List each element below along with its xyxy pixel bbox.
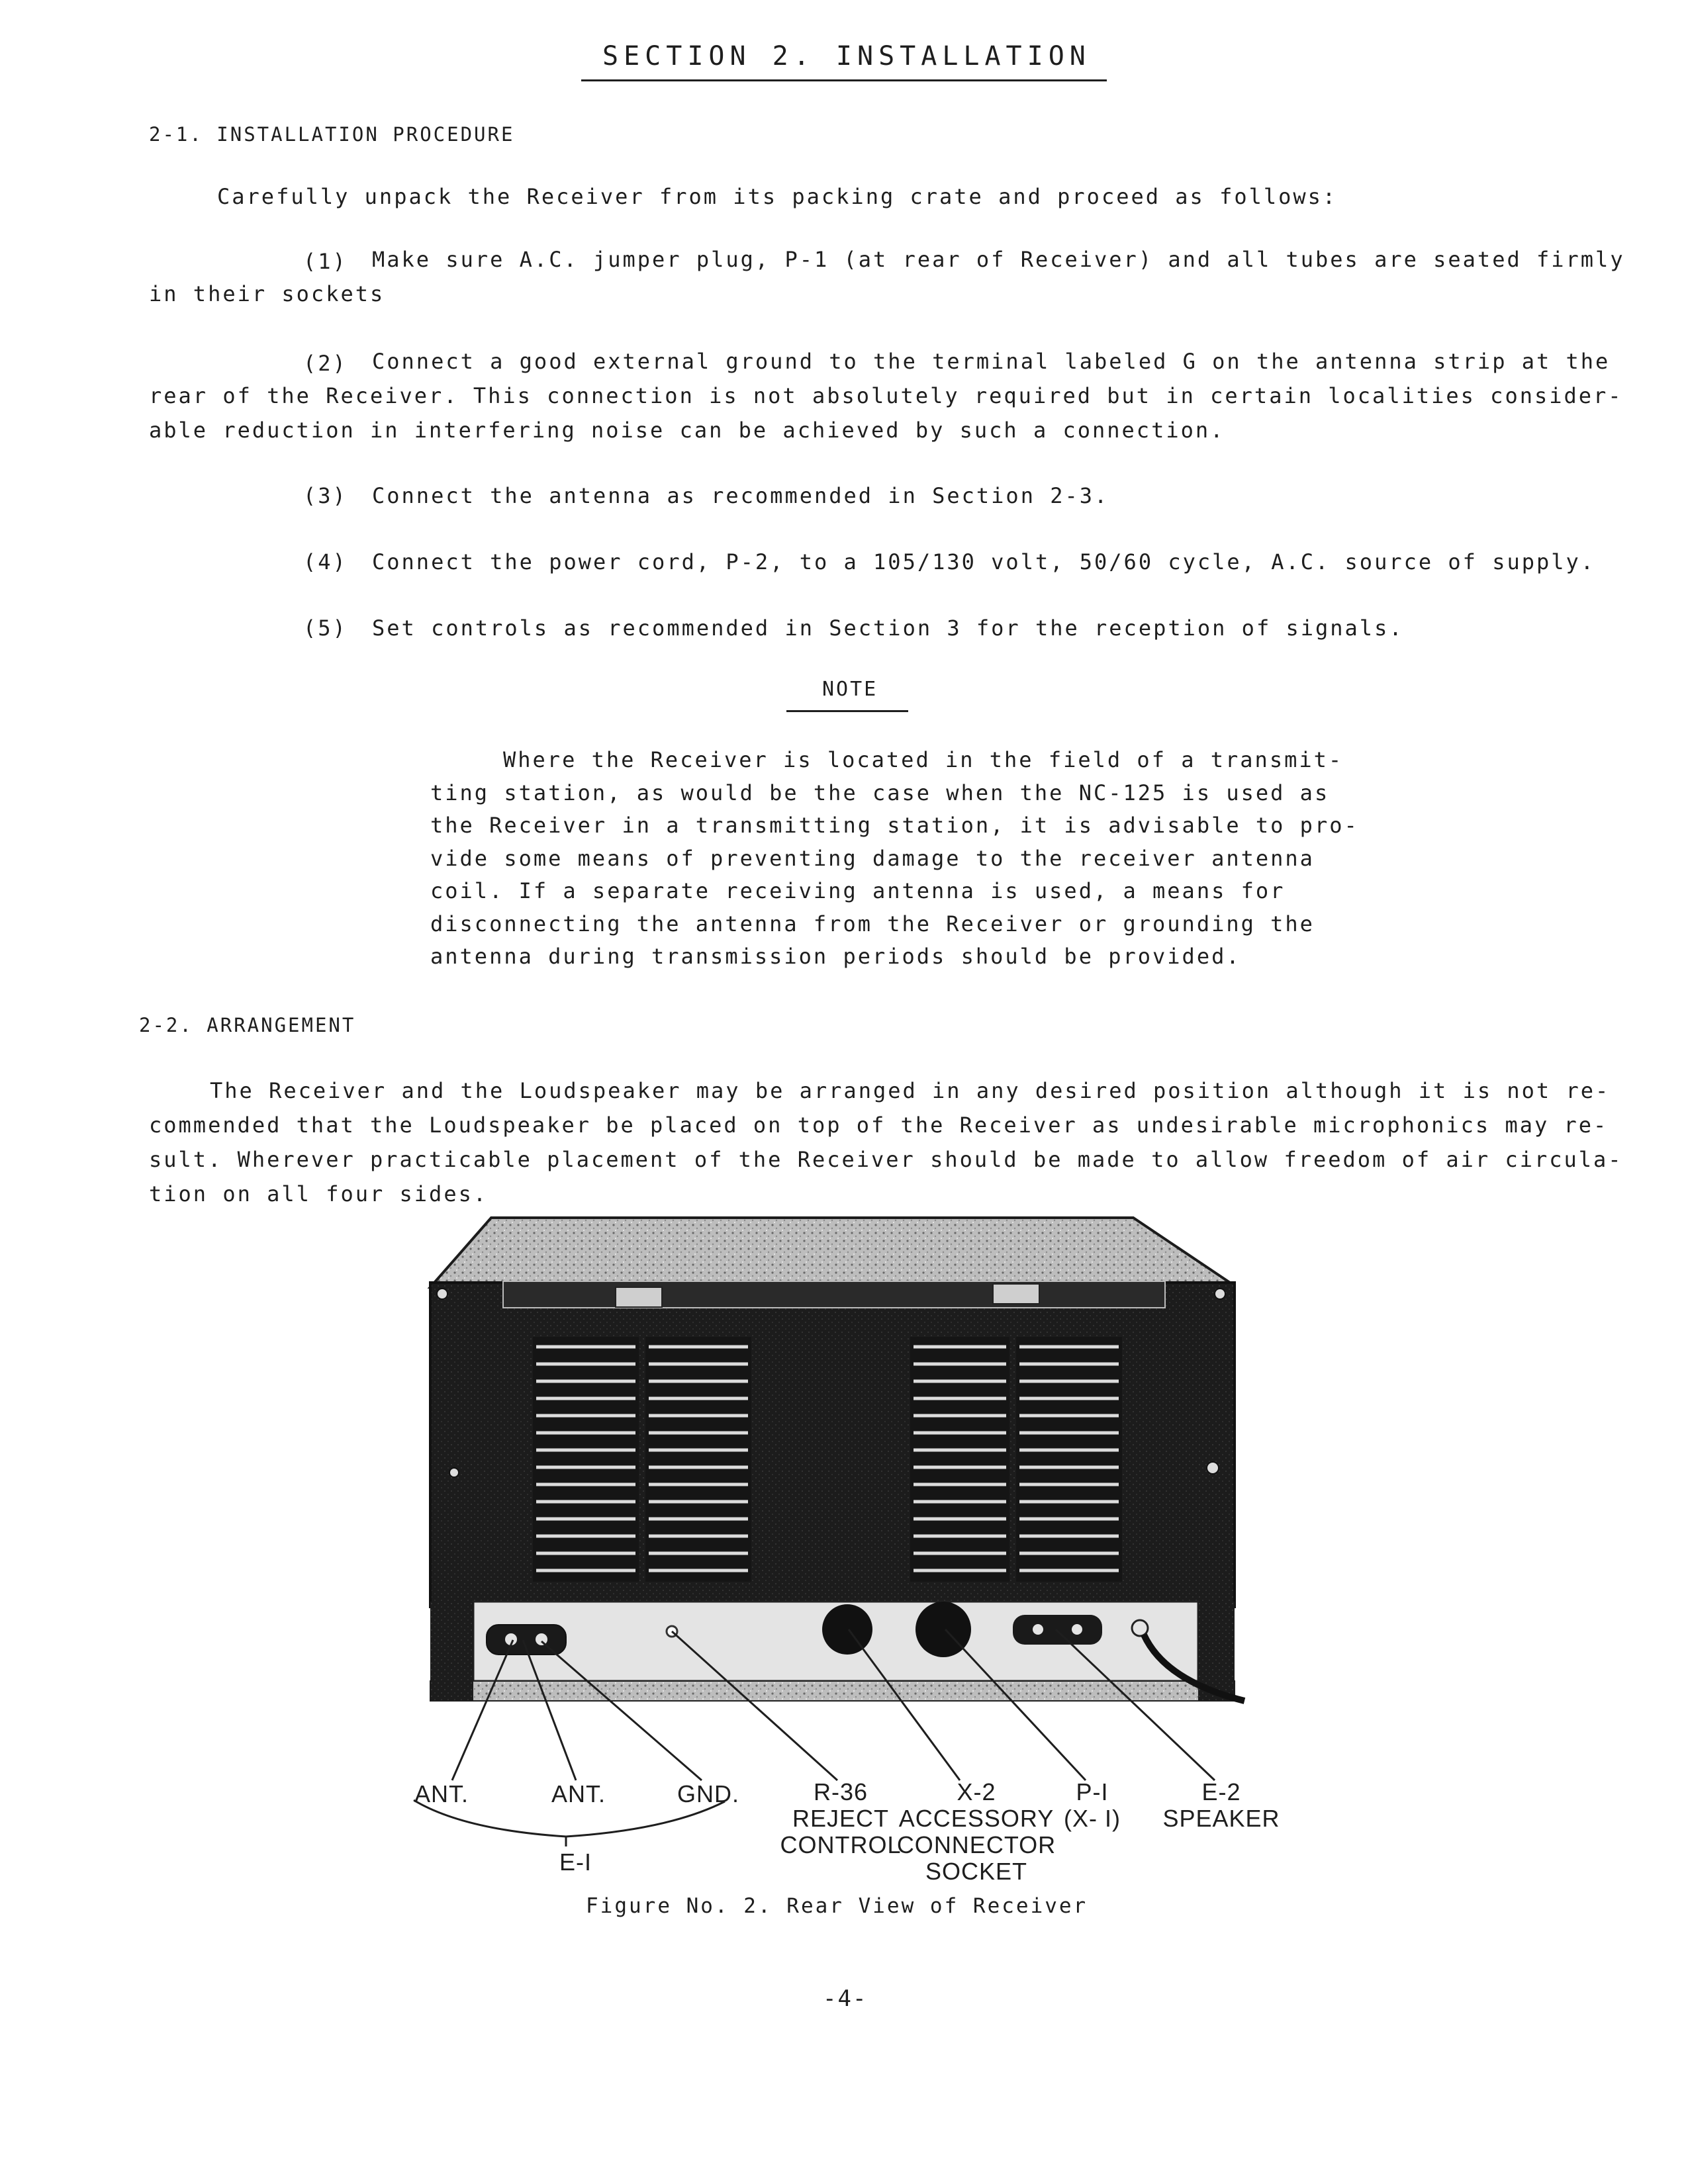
label-e2 <box>1155 1779 1288 1832</box>
label-x2-line: ACCESSORY <box>898 1805 1055 1832</box>
label-e2-line: SPEAKER <box>1162 1805 1280 1832</box>
label-r36-line: CONTROL <box>780 1831 902 1858</box>
figure-caption: Figure No. 2. Rear View of Receiver <box>586 1894 1088 1918</box>
page-number: -4- <box>823 1985 868 2012</box>
terminal <box>1033 1624 1043 1635</box>
step-5-number: (5) <box>303 615 348 641</box>
arrangement-line: tion on all four sides. <box>149 1181 489 1206</box>
step-1-line: Make sure A.C. jumper plug, P-1 (at rear of Receiver) and all tubes are seated firmly <box>372 247 1625 272</box>
label-p1-line: P-I <box>1076 1778 1109 1805</box>
cabinet-side-lower <box>430 1602 473 1701</box>
note-line: ting station, as would be the case when the NC-125 is used as <box>430 780 1330 805</box>
note-line: antenna during transmission periods should be provided. <box>430 944 1241 969</box>
cabinet-top <box>430 1218 1230 1287</box>
step-1-line: in their sockets <box>149 281 385 306</box>
screw <box>449 1468 459 1477</box>
step-3-number: (3) <box>303 483 348 508</box>
label-x2-line: X-2 <box>957 1778 996 1805</box>
heading-arrangement: 2-2. ARRANGEMENT <box>139 1014 356 1036</box>
step-2-line: rear of the Receiver. This connection is not absolutely required but in certain localities consider- <box>149 383 1623 408</box>
terminal <box>1072 1624 1082 1635</box>
section-title: SECTION 2. INSTALLATION <box>602 41 1091 71</box>
label-x2-line: CONNECTOR <box>896 1831 1056 1858</box>
note-line: disconnecting the antenna from the Receiver or grounding the <box>430 911 1315 936</box>
label-r36-line: REJECT <box>792 1805 889 1832</box>
screw <box>1215 1289 1225 1299</box>
reject-control-knob <box>822 1604 872 1655</box>
step-4-number: (4) <box>303 549 348 574</box>
terminal <box>536 1633 547 1645</box>
intro-paragraph: Carefully unpack the Receiver from its packing crate and proceed as follows: <box>217 184 1338 209</box>
step-1-number: (1) <box>303 249 348 274</box>
note-line: the Receiver in a transmitting station, it is advisable to pro- <box>430 813 1359 838</box>
screw <box>437 1289 447 1299</box>
label-gnd: GND. <box>677 1780 739 1807</box>
step-2-line: able reduction in interfering noise can be achieved by such a connection. <box>149 418 1225 443</box>
label-ant-2: ANT. <box>551 1780 606 1807</box>
label-ant-1: ANT. <box>414 1780 469 1807</box>
label-e2-line: E-2 <box>1201 1778 1241 1805</box>
mounting-strip <box>503 1281 1165 1308</box>
step-3-text: Connect the antenna as recommended in Section 2-3. <box>372 483 1109 508</box>
label-e1: E-I <box>559 1848 592 1876</box>
bracket-right <box>993 1284 1039 1304</box>
step-5-text: Set controls as recommended in Section 3 for the reception of signals. <box>372 615 1404 641</box>
screw <box>1207 1462 1219 1474</box>
note-title: NOTE <box>822 678 878 701</box>
bracket-left <box>616 1287 662 1307</box>
step-4-text: Connect the power cord, P-2, to a 105/130 volt, 50/60 cycle, A.C. source of supply. <box>372 549 1596 574</box>
arrangement-line: The Receiver and the Loudspeaker may be arranged in any desired position although it is not re- <box>210 1078 1611 1103</box>
label-p1-line: (X- I) <box>1064 1805 1121 1832</box>
heading-installation-procedure: 2-1. INSTALLATION PROCEDURE <box>149 123 515 146</box>
label-p1 <box>1033 1779 1152 1832</box>
label-x2-line: SOCKET <box>925 1858 1028 1885</box>
note-line: Where the Receiver is located in the field of a transmit- <box>503 747 1344 772</box>
step-2-line: Connect a good external ground to the terminal labeled G on the antenna strip at the <box>372 349 1611 374</box>
note-line: coil. If a separate receiving antenna is used, a means for <box>430 878 1286 903</box>
speaker-jack <box>1132 1620 1148 1636</box>
arrangement-line: sult. Wherever practicable placement of the Receiver should be made to allow freedom of air circula- <box>149 1147 1623 1172</box>
note-line: vide some means of preventing damage to the receiver antenna <box>430 845 1315 871</box>
label-r36-line: R-36 <box>813 1778 868 1805</box>
step-2-number: (2) <box>303 351 348 376</box>
arrangement-line: commended that the Loudspeaker be placed on top of the Receiver as undesirable microphonics may re- <box>149 1113 1609 1138</box>
